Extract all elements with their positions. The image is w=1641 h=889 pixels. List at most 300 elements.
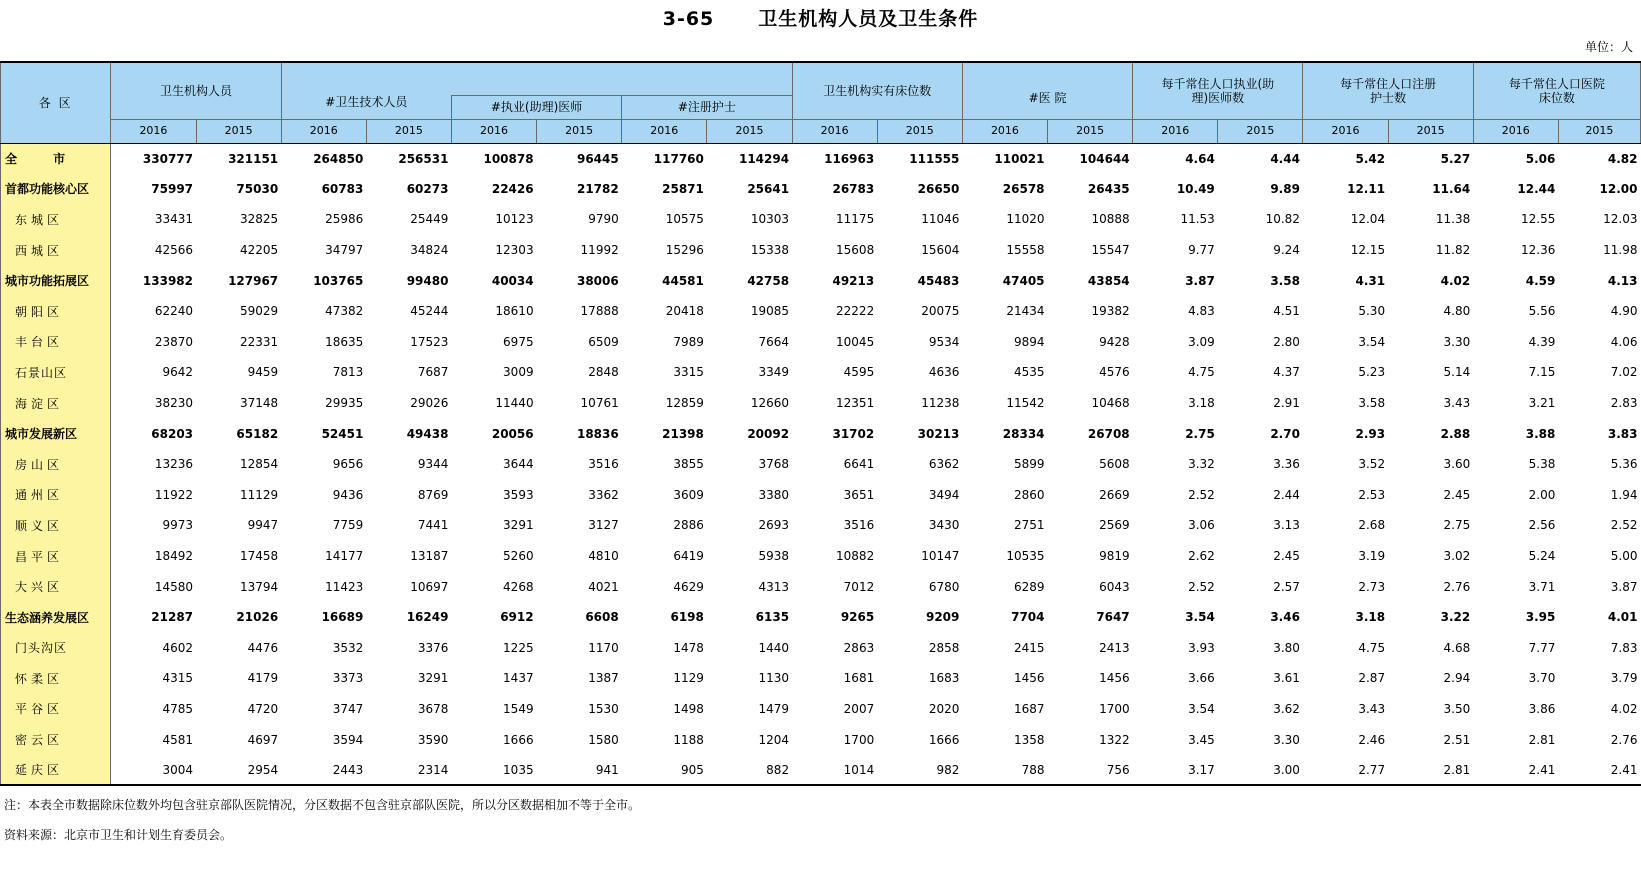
table-cell: 10045 bbox=[836, 334, 875, 349]
table-cell: 12.55 bbox=[1521, 212, 1556, 227]
table-cell: 3315 bbox=[673, 365, 704, 380]
table-row bbox=[1, 296, 1641, 327]
table-cell: 1666 bbox=[928, 732, 960, 747]
table-cell: 21287 bbox=[151, 610, 194, 625]
table-cell: 4629 bbox=[673, 579, 704, 594]
table-cell: 4.02 bbox=[1610, 701, 1638, 716]
table-cell: 3380 bbox=[758, 487, 790, 502]
table-cell: 111555 bbox=[909, 151, 960, 166]
table-cell: 3532 bbox=[332, 640, 364, 655]
table-cell: 10.82 bbox=[1265, 212, 1300, 227]
table-cell: 4.44 bbox=[1270, 151, 1300, 166]
table-cell: 2.68 bbox=[1358, 518, 1386, 533]
table-cell: 4.68 bbox=[1443, 640, 1471, 655]
table-cell: 47382 bbox=[325, 304, 364, 319]
table-cell: 1130 bbox=[758, 671, 790, 686]
table-cell: 14177 bbox=[325, 549, 364, 564]
table-cell: 4.59 bbox=[1525, 273, 1556, 288]
table-cell: 15608 bbox=[836, 243, 875, 258]
table-cell: 882 bbox=[707, 755, 792, 786]
table-cell: 256531 bbox=[398, 151, 449, 166]
table-cell: 14580 bbox=[154, 579, 194, 594]
table-cell: 17523 bbox=[410, 334, 449, 349]
region-name: 昌平区 bbox=[1, 541, 111, 572]
table-cell: 2.94 bbox=[1443, 671, 1471, 686]
table-cell: 11.38 bbox=[1435, 212, 1471, 227]
table-cell: 9436 bbox=[332, 487, 364, 502]
table-row bbox=[1, 510, 1641, 541]
table-cell: 7.15 bbox=[1528, 365, 1556, 380]
table-cell: 21434 bbox=[1006, 304, 1045, 319]
table-cell: 12.11 bbox=[1347, 181, 1386, 196]
header-nurses: #注册护士 bbox=[622, 95, 792, 119]
table-cell: 4.02 bbox=[1440, 273, 1471, 288]
table-cell: 30213 bbox=[917, 426, 960, 441]
table-cell: 7441 bbox=[417, 518, 449, 533]
table-cell: 3.36 bbox=[1273, 457, 1300, 472]
header-doctor-rate: 每千常住人口执业(助理)医师数 bbox=[1133, 62, 1303, 119]
table-cell: 2.75 bbox=[1443, 518, 1471, 533]
table-cell: 11.64 bbox=[1432, 181, 1471, 196]
table-cell: 29935 bbox=[325, 396, 364, 411]
table-cell: 2.45 bbox=[1273, 549, 1300, 564]
table-cell: 12.00 bbox=[1599, 181, 1638, 196]
table-cell: 2.52 bbox=[1188, 579, 1215, 594]
table-cell: 5.27 bbox=[1440, 151, 1471, 166]
table-cell: 49438 bbox=[406, 426, 449, 441]
table-cell: 3.70 bbox=[1528, 671, 1556, 686]
table-cell: 25449 bbox=[410, 212, 449, 227]
table-cell: 10535 bbox=[1006, 549, 1045, 564]
table-cell: 1687 bbox=[1013, 701, 1045, 716]
year-header: 2015 bbox=[1558, 119, 1640, 143]
table-cell: 1456 bbox=[1099, 671, 1130, 686]
table-cell: 3.21 bbox=[1528, 396, 1556, 411]
table-cell: 29026 bbox=[410, 396, 449, 411]
table-cell: 26783 bbox=[832, 181, 875, 196]
table-cell: 2007 bbox=[843, 701, 875, 716]
table-cell: 13794 bbox=[239, 579, 279, 594]
year-header: 2016 bbox=[1303, 119, 1388, 143]
table-cell: 18492 bbox=[154, 549, 194, 564]
table-cell: 2413 bbox=[1099, 640, 1130, 655]
table-cell: 3376 bbox=[417, 640, 449, 655]
year-header: 2016 bbox=[962, 119, 1047, 143]
table-cell: 32825 bbox=[239, 212, 279, 227]
table-cell: 3373 bbox=[332, 671, 364, 686]
table-cell: 4.13 bbox=[1607, 273, 1638, 288]
region-name: 通州区 bbox=[1, 480, 111, 511]
table-cell: 7759 bbox=[332, 518, 364, 533]
region-name: 丰台区 bbox=[1, 327, 111, 358]
table-cell: 25641 bbox=[747, 181, 790, 196]
table-cell: 3.06 bbox=[1188, 518, 1215, 533]
table-cell: 1035 bbox=[451, 755, 536, 786]
table-cell: 4.01 bbox=[1607, 610, 1638, 625]
table-cell: 3.52 bbox=[1358, 457, 1386, 472]
table-cell: 2860 bbox=[1013, 487, 1045, 502]
table-cell: 1478 bbox=[673, 640, 704, 655]
table-cell: 20056 bbox=[491, 426, 534, 441]
table-cell: 10575 bbox=[665, 212, 704, 227]
table-cell: 982 bbox=[877, 755, 962, 786]
table-cell: 2.77 bbox=[1303, 755, 1388, 786]
table-cell: 3.45 bbox=[1188, 732, 1215, 747]
header-region: 各 区 bbox=[1, 62, 111, 143]
table-cell: 9.89 bbox=[1270, 181, 1300, 196]
table-cell: 3.61 bbox=[1273, 671, 1300, 686]
table-cell: 2.81 bbox=[1528, 732, 1556, 747]
table-cell: 1387 bbox=[588, 671, 619, 686]
table-cell: 12.03 bbox=[1603, 212, 1638, 227]
table-cell: 34824 bbox=[410, 243, 449, 258]
table-row bbox=[1, 449, 1641, 480]
table-cell: 10697 bbox=[410, 579, 449, 594]
table-cell: 16689 bbox=[321, 610, 364, 625]
table-cell: 3516 bbox=[588, 457, 619, 472]
table-cell: 26435 bbox=[1087, 181, 1130, 196]
region-name: 怀柔区 bbox=[1, 663, 111, 694]
table-cell: 7647 bbox=[1096, 610, 1130, 625]
table-cell: 12351 bbox=[836, 396, 875, 411]
table-cell: 3494 bbox=[928, 487, 960, 502]
table-cell: 40034 bbox=[491, 273, 534, 288]
table-row bbox=[1, 602, 1641, 633]
table-cell: 3362 bbox=[588, 487, 619, 502]
table-note: 注：本表全市数据除床位数外均包含驻京部队医院情况，分区数据不包含驻京部队医院，所以分区数据相加不等于全市。 bbox=[4, 798, 641, 812]
table-cell: 110021 bbox=[994, 151, 1045, 166]
table-cell: 3.18 bbox=[1355, 610, 1386, 625]
table-cell: 5899 bbox=[1013, 457, 1045, 472]
table-cell: 2751 bbox=[1013, 518, 1045, 533]
table-cell: 4636 bbox=[928, 365, 960, 380]
table-cell: 5.30 bbox=[1358, 304, 1386, 319]
table-cell: 9642 bbox=[162, 365, 194, 380]
region-name: 首都功能核心区 bbox=[1, 174, 111, 205]
table-cell: 18610 bbox=[495, 304, 534, 319]
table-cell: 20418 bbox=[665, 304, 704, 319]
year-header: 2016 bbox=[622, 119, 707, 143]
table-cell: 22331 bbox=[239, 334, 279, 349]
table-cell: 12.15 bbox=[1350, 243, 1386, 258]
table-cell: 15604 bbox=[921, 243, 960, 258]
table-cell: 6780 bbox=[928, 579, 960, 594]
table-cell: 2415 bbox=[1013, 640, 1045, 655]
region-name: 密云区 bbox=[1, 724, 111, 755]
table-cell: 4.82 bbox=[1607, 151, 1638, 166]
table-row bbox=[1, 418, 1641, 449]
table-cell: 9790 bbox=[588, 212, 619, 227]
table-cell: 4.80 bbox=[1443, 304, 1471, 319]
table-cell: 3593 bbox=[503, 487, 534, 502]
table-cell: 17888 bbox=[580, 304, 619, 319]
table-cell: 1700 bbox=[843, 732, 875, 747]
table-cell: 3291 bbox=[503, 518, 534, 533]
table-cell: 9265 bbox=[840, 610, 875, 625]
table-cell: 2858 bbox=[928, 640, 960, 655]
table-cell: 2.45 bbox=[1443, 487, 1471, 502]
table-cell: 7664 bbox=[758, 334, 790, 349]
table-cell: 4.75 bbox=[1358, 640, 1386, 655]
table-cell: 6419 bbox=[673, 549, 704, 564]
year-header: 2015 bbox=[1048, 119, 1133, 143]
table-cell: 25986 bbox=[325, 212, 364, 227]
table-cell: 756 bbox=[1048, 755, 1133, 786]
table-cell: 9209 bbox=[925, 610, 960, 625]
table-cell: 905 bbox=[622, 755, 707, 786]
table-cell: 10761 bbox=[580, 396, 619, 411]
table-cell: 1129 bbox=[673, 671, 704, 686]
table-row bbox=[1, 327, 1641, 358]
table-cell: 12.04 bbox=[1350, 212, 1386, 227]
table-cell: 6509 bbox=[588, 334, 619, 349]
table-cell: 10468 bbox=[1091, 396, 1130, 411]
table-cell: 15338 bbox=[750, 243, 790, 258]
table-cell: 3.00 bbox=[1218, 755, 1303, 786]
year-header: 2016 bbox=[1473, 119, 1558, 143]
table-cell: 62240 bbox=[154, 304, 194, 319]
table-cell: 9973 bbox=[162, 518, 194, 533]
year-header: 2015 bbox=[537, 119, 622, 143]
table-cell: 3.22 bbox=[1440, 610, 1471, 625]
table-cell: 3.58 bbox=[1270, 273, 1300, 288]
table-cell: 2.75 bbox=[1185, 426, 1215, 441]
table-cell: 42566 bbox=[154, 243, 194, 258]
table-cell: 3.30 bbox=[1273, 732, 1300, 747]
header-hospital: #医 院 bbox=[962, 62, 1132, 119]
data-table bbox=[0, 61, 1641, 786]
table-cell: 3644 bbox=[503, 457, 534, 472]
table-cell: 15296 bbox=[665, 243, 704, 258]
table-cell: 3747 bbox=[332, 701, 364, 716]
table-cell: 2886 bbox=[673, 518, 704, 533]
table-cell: 1358 bbox=[1013, 732, 1045, 747]
table-cell: 2.52 bbox=[1610, 518, 1638, 533]
table-cell: 1170 bbox=[588, 640, 619, 655]
table-cell: 5938 bbox=[758, 549, 790, 564]
table-cell: 11238 bbox=[921, 396, 960, 411]
table-cell: 9459 bbox=[247, 365, 279, 380]
table-cell: 3430 bbox=[928, 518, 960, 533]
table-cell: 2.41 bbox=[1558, 755, 1640, 786]
table-cell: 6608 bbox=[585, 610, 619, 625]
table-cell: 52451 bbox=[321, 426, 364, 441]
table-cell: 2863 bbox=[843, 640, 875, 655]
header-year-row bbox=[1, 119, 1641, 143]
table-cell: 3.60 bbox=[1443, 457, 1471, 472]
table-cell: 3.46 bbox=[1270, 610, 1300, 625]
table-cell: 3.43 bbox=[1358, 701, 1386, 716]
table-cell: 42758 bbox=[747, 273, 790, 288]
table-cell: 59029 bbox=[239, 304, 279, 319]
table-cell: 12854 bbox=[239, 457, 279, 472]
table-cell: 26578 bbox=[1002, 181, 1045, 196]
table-cell: 26708 bbox=[1087, 426, 1130, 441]
table-cell: 1437 bbox=[503, 671, 534, 686]
table-cell: 5.06 bbox=[1525, 151, 1556, 166]
table-cell: 3609 bbox=[673, 487, 704, 502]
year-header: 2015 bbox=[877, 119, 962, 143]
table-cell: 4476 bbox=[247, 640, 279, 655]
table-cell: 4.31 bbox=[1355, 273, 1386, 288]
table-cell: 3.66 bbox=[1188, 671, 1215, 686]
region-name: 东城区 bbox=[1, 204, 111, 235]
table-cell: 5.23 bbox=[1358, 365, 1386, 380]
table-cell: 6135 bbox=[755, 610, 790, 625]
table-cell: 6975 bbox=[503, 334, 534, 349]
table-cell: 17458 bbox=[239, 549, 279, 564]
year-header: 2015 bbox=[1218, 119, 1303, 143]
table-cell: 321151 bbox=[228, 151, 279, 166]
table-row bbox=[1, 357, 1641, 388]
region-name: 延庆区 bbox=[1, 755, 111, 786]
table-cell: 6198 bbox=[670, 610, 704, 625]
table-cell: 2.76 bbox=[1443, 579, 1471, 594]
table-cell: 4785 bbox=[162, 701, 194, 716]
table-cell: 4602 bbox=[162, 640, 194, 655]
table-cell: 5.24 bbox=[1528, 549, 1556, 564]
table-cell: 5.38 bbox=[1528, 457, 1556, 472]
table-cell: 3127 bbox=[588, 518, 619, 533]
region-name: 城市功能拓展区 bbox=[1, 265, 111, 296]
table-cell: 6912 bbox=[500, 610, 534, 625]
table-cell: 4.64 bbox=[1185, 151, 1215, 166]
table-cell: 3594 bbox=[332, 732, 364, 747]
region-name: 海淀区 bbox=[1, 388, 111, 419]
table-row bbox=[1, 724, 1641, 755]
table-cell: 11046 bbox=[921, 212, 960, 227]
table-cell: 788 bbox=[962, 755, 1047, 786]
table-cell: 1204 bbox=[758, 732, 790, 747]
region-name: 全 市 bbox=[1, 143, 111, 174]
table-cell: 10123 bbox=[495, 212, 534, 227]
table-cell: 2848 bbox=[588, 365, 619, 380]
table-cell: 3.02 bbox=[1443, 549, 1471, 564]
table-cell: 2669 bbox=[1099, 487, 1130, 502]
table-cell: 7687 bbox=[417, 365, 449, 380]
table-cell: 2.41 bbox=[1473, 755, 1558, 786]
table-cell: 3.93 bbox=[1188, 640, 1215, 655]
table-cell: 11922 bbox=[154, 487, 194, 502]
table-cell: 34797 bbox=[325, 243, 364, 258]
table-cell: 68203 bbox=[151, 426, 194, 441]
table-cell: 60273 bbox=[406, 181, 449, 196]
table-cell: 38006 bbox=[576, 273, 619, 288]
table-cell: 16249 bbox=[406, 610, 449, 625]
table-cell: 2.44 bbox=[1273, 487, 1300, 502]
table-cell: 2.81 bbox=[1388, 755, 1473, 786]
table-cell: 2.93 bbox=[1355, 426, 1386, 441]
table-cell: 127967 bbox=[228, 273, 279, 288]
table-cell: 7989 bbox=[673, 334, 704, 349]
table-cell: 21398 bbox=[662, 426, 704, 441]
table-cell: 2.52 bbox=[1188, 487, 1215, 502]
table-row bbox=[1, 480, 1641, 511]
table-cell: 6289 bbox=[1013, 579, 1045, 594]
table-row bbox=[1, 663, 1641, 694]
table-cell: 264850 bbox=[313, 151, 364, 166]
table-cell: 49213 bbox=[832, 273, 875, 288]
table-cell: 5608 bbox=[1099, 457, 1130, 472]
table-row bbox=[1, 174, 1641, 205]
table-cell: 11.98 bbox=[1603, 243, 1638, 258]
table-cell: 3.79 bbox=[1610, 671, 1638, 686]
table-cell: 42205 bbox=[239, 243, 279, 258]
table-cell: 12.44 bbox=[1517, 181, 1556, 196]
table-cell: 104644 bbox=[1079, 151, 1130, 166]
table-cell: 33431 bbox=[154, 212, 194, 227]
table-cell: 1530 bbox=[588, 701, 619, 716]
region-name: 大兴区 bbox=[1, 571, 111, 602]
table-cell: 1479 bbox=[758, 701, 790, 716]
table-cell: 11.82 bbox=[1435, 243, 1471, 258]
table-cell: 12859 bbox=[665, 396, 704, 411]
table-number: 3-65 bbox=[662, 8, 715, 30]
table-cell: 4810 bbox=[588, 549, 619, 564]
table-body bbox=[1, 143, 1641, 785]
table-cell: 9894 bbox=[1013, 334, 1045, 349]
table-cell: 10.49 bbox=[1176, 181, 1215, 196]
table-cell: 13236 bbox=[154, 457, 194, 472]
table-cell: 9344 bbox=[417, 457, 449, 472]
table-cell: 133982 bbox=[142, 273, 194, 288]
region-name: 城市发展新区 bbox=[1, 418, 111, 449]
table-cell: 18635 bbox=[325, 334, 364, 349]
table-cell: 1440 bbox=[758, 640, 790, 655]
table-cell: 3.17 bbox=[1133, 755, 1218, 786]
table-cell: 1700 bbox=[1099, 701, 1130, 716]
table-cell: 31702 bbox=[832, 426, 875, 441]
table-cell: 11175 bbox=[836, 212, 875, 227]
table-cell: 2020 bbox=[928, 701, 960, 716]
table-cell: 3.09 bbox=[1188, 334, 1215, 349]
table-cell: 9534 bbox=[928, 334, 960, 349]
table-cell: 15558 bbox=[1006, 243, 1045, 258]
table-cell: 11992 bbox=[580, 243, 619, 258]
table-cell: 96445 bbox=[576, 151, 619, 166]
table-cell: 21782 bbox=[576, 181, 619, 196]
table-cell: 1683 bbox=[928, 671, 960, 686]
year-header: 2015 bbox=[707, 119, 792, 143]
table-cell: 3.43 bbox=[1443, 396, 1471, 411]
table-cell: 9656 bbox=[332, 457, 364, 472]
table-cell: 10303 bbox=[750, 212, 790, 227]
table-cell: 2.80 bbox=[1273, 334, 1300, 349]
table-cell: 941 bbox=[537, 755, 622, 786]
table-cell: 60783 bbox=[321, 181, 364, 196]
table-cell: 22222 bbox=[836, 304, 875, 319]
header-doctors: #执业(助理)医师 bbox=[451, 95, 621, 119]
table-cell: 2693 bbox=[758, 518, 790, 533]
year-header: 2015 bbox=[366, 119, 451, 143]
table-cell: 20092 bbox=[747, 426, 790, 441]
table-cell: 3516 bbox=[843, 518, 875, 533]
table-row bbox=[1, 571, 1641, 602]
table-cell: 3855 bbox=[673, 457, 704, 472]
table-cell: 2.87 bbox=[1358, 671, 1386, 686]
table-cell: 4315 bbox=[162, 671, 194, 686]
table-cell: 3.54 bbox=[1188, 701, 1215, 716]
table-cell: 3.87 bbox=[1185, 273, 1215, 288]
table-cell: 2.88 bbox=[1440, 426, 1471, 441]
table-cell: 4.06 bbox=[1610, 334, 1638, 349]
table-cell: 3651 bbox=[843, 487, 875, 502]
table-cell: 2.76 bbox=[1610, 732, 1638, 747]
table-cell: 99480 bbox=[406, 273, 449, 288]
table-cell: 2443 bbox=[281, 755, 366, 786]
table-cell: 1014 bbox=[792, 755, 877, 786]
table-cell: 3.19 bbox=[1358, 549, 1386, 564]
